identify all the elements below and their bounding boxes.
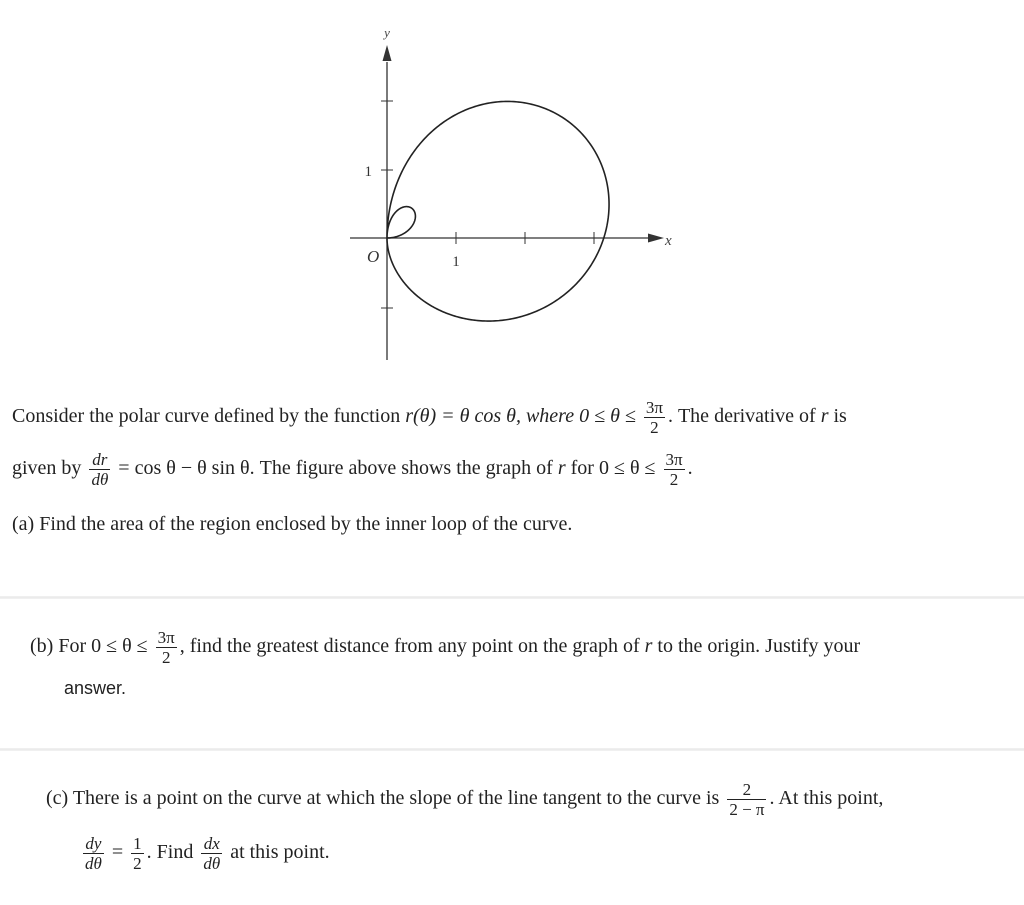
- fraction-dy-dtheta: $\frac{dy}{d\theta}$: [85, 834, 102, 873]
- fraction-3pi-over-2: $\frac{3\pi}{2}$: [157, 628, 175, 667]
- part-c-question-line-2: $\frac{dy}{d\theta}$ = $\frac{1}{2}$ . Find $\frac{dx}{d\theta}$ at this point.: [85, 834, 330, 873]
- part-b-question-line-2: answer.: [64, 678, 127, 698]
- part-a-question: (a) Find the area of the region enclosed by the inner loop of the curve.: [12, 513, 573, 535]
- part-c-question-line-1: (c) There is a point on the curve at which the slope of the line tangent to the curve is $\frac{2}{2 - \pi}$ . At this point,: [46, 780, 884, 819]
- y-axis-label: y: [384, 25, 390, 40]
- fraction-dx-dtheta: $\frac{dx}{d\theta}$: [203, 834, 221, 873]
- section-divider: [0, 596, 1024, 599]
- origin-label: O: [367, 247, 380, 266]
- polar-curve: [387, 101, 609, 321]
- y-tick-label-1: 1: [364, 164, 372, 180]
- fraction-3pi-over-2: $\frac{3\pi}{2}$: [665, 450, 683, 489]
- y-axis-arrow-icon: [383, 45, 392, 61]
- x-tick-label-1: 1: [452, 254, 460, 270]
- x-axis-arrow-icon: [648, 234, 664, 243]
- x-axis-label: x: [665, 233, 672, 249]
- problem-intro-line-2: given by $\frac{dr}{d\theta}$ = cos θ − θ sin θ. The figure above shows the graph of r for 0 ≤ θ ≤ $\frac{3\pi}{2}$ .: [12, 450, 693, 489]
- fraction-dr-dtheta: $\frac{dr}{d\theta}$: [91, 450, 109, 489]
- part-b-question-line-1: (b) For 0 ≤ θ ≤ $\frac{3\pi}{2}$ , find the greatest distance from any point on the graph of r to the origin. Justify your: [30, 628, 861, 667]
- section-divider: [0, 748, 1024, 751]
- function-definition: r(θ) = θ cos θ, where 0 ≤ θ ≤: [405, 405, 641, 428]
- fraction-3pi-over-2: $\frac{3\pi}{2}$: [645, 398, 663, 437]
- fraction-slope: $\frac{2}{2 - \pi}$: [729, 780, 765, 819]
- polar-graph-figure: [0, 0, 1024, 375]
- problem-intro-line-1: Consider the polar curve defined by the function r(θ) = θ cos θ, where 0 ≤ θ ≤ $\frac{3\pi}{2}$ . The derivative of r is: [12, 398, 847, 437]
- fraction-one-half: $\frac{1}{2}$: [133, 834, 142, 873]
